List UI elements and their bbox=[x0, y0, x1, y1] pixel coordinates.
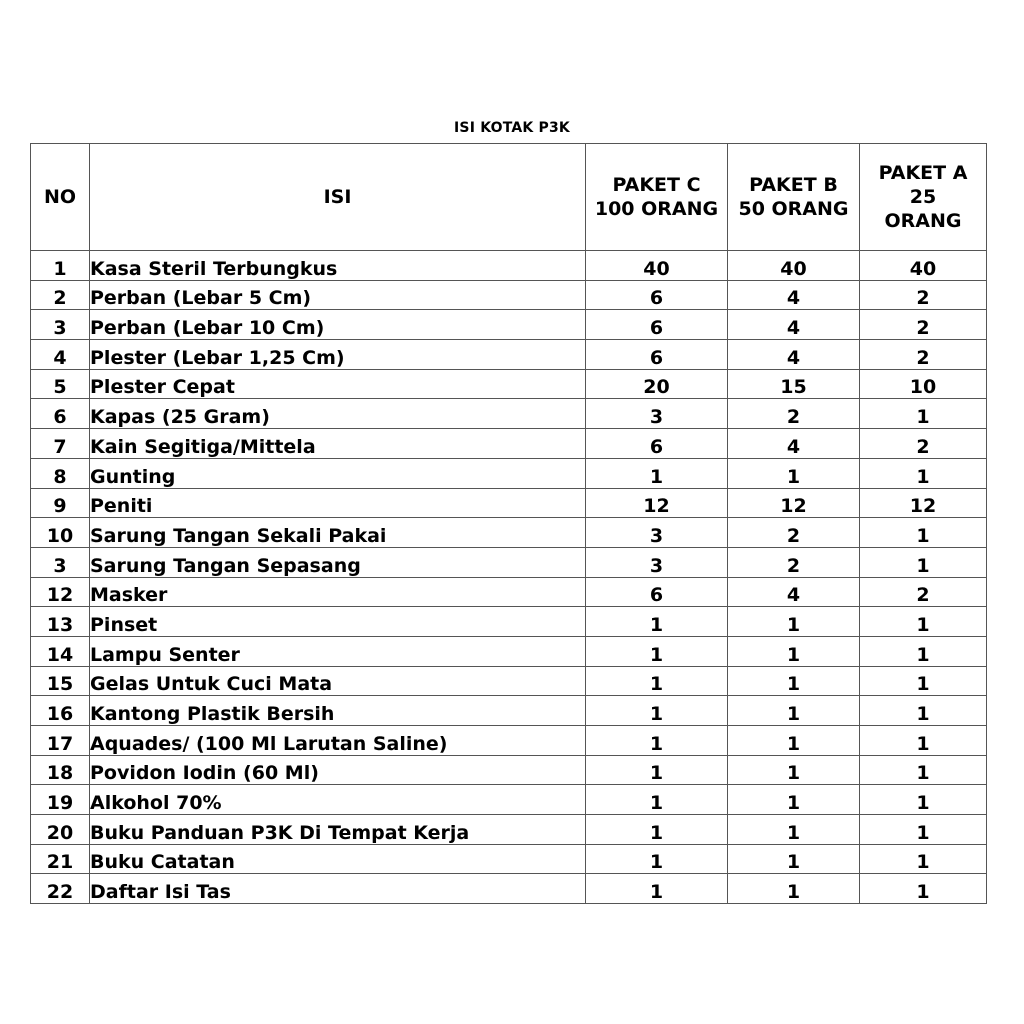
item-name: Povidon Iodin (60 Ml) bbox=[90, 755, 586, 785]
paket-a-qty: 1 bbox=[860, 726, 987, 756]
table-row bbox=[31, 607, 987, 637]
paket-c-qty: 3 bbox=[586, 518, 728, 548]
item-name: Gunting bbox=[90, 458, 586, 488]
row-number: 12 bbox=[31, 577, 90, 607]
paket-b-qty: 1 bbox=[728, 755, 860, 785]
header-paket-a-line2: 25 bbox=[909, 186, 937, 208]
row-number: 20 bbox=[31, 815, 90, 845]
paket-a-qty: 10 bbox=[860, 369, 987, 399]
row-number: 1 bbox=[31, 251, 90, 281]
paket-c-qty: 1 bbox=[586, 726, 728, 756]
table-row bbox=[31, 726, 987, 756]
paket-b-qty: 2 bbox=[728, 547, 860, 577]
paket-c-qty: 1 bbox=[586, 785, 728, 815]
table-row bbox=[31, 815, 987, 845]
paket-c-qty: 1 bbox=[586, 815, 728, 845]
row-number: 9 bbox=[31, 488, 90, 518]
paket-a-qty: 1 bbox=[860, 874, 987, 904]
table-row bbox=[31, 310, 987, 340]
row-number: 16 bbox=[31, 696, 90, 726]
paket-c-qty: 6 bbox=[586, 280, 728, 310]
header-no: NO bbox=[31, 144, 90, 251]
paket-a-qty: 40 bbox=[860, 251, 987, 281]
paket-a-qty: 1 bbox=[860, 696, 987, 726]
header-paket-b bbox=[728, 144, 860, 251]
item-name: Plester Cepat bbox=[90, 369, 586, 399]
item-name: Perban (Lebar 10 Cm) bbox=[90, 310, 586, 340]
table-row bbox=[31, 636, 987, 666]
paket-c-qty: 1 bbox=[586, 636, 728, 666]
header-paket-b-line1: PAKET B bbox=[749, 174, 838, 196]
item-name: Buku Panduan P3K Di Tempat Kerja bbox=[90, 815, 586, 845]
paket-a-qty: 2 bbox=[860, 577, 987, 607]
paket-c-qty: 12 bbox=[586, 488, 728, 518]
item-name: Daftar Isi Tas bbox=[90, 874, 586, 904]
paket-b-qty: 1 bbox=[728, 874, 860, 904]
paket-c-qty: 1 bbox=[586, 696, 728, 726]
paket-b-qty: 1 bbox=[728, 636, 860, 666]
paket-a-qty: 1 bbox=[860, 607, 987, 637]
paket-a-qty: 1 bbox=[860, 666, 987, 696]
paket-a-qty: 2 bbox=[860, 310, 987, 340]
paket-c-qty: 6 bbox=[586, 340, 728, 370]
item-name: Kain Segitiga/Mittela bbox=[90, 429, 586, 459]
paket-a-qty: 1 bbox=[860, 547, 987, 577]
paket-c-qty: 1 bbox=[586, 755, 728, 785]
paket-b-qty: 1 bbox=[728, 458, 860, 488]
paket-c-qty: 1 bbox=[586, 874, 728, 904]
paket-c-qty: 20 bbox=[586, 369, 728, 399]
p3k-contents-table bbox=[30, 143, 987, 904]
paket-c-qty: 1 bbox=[586, 607, 728, 637]
row-number: 5 bbox=[31, 369, 90, 399]
paket-a-qty: 1 bbox=[860, 844, 987, 874]
header-paket-c-line2: 100 ORANG bbox=[594, 198, 719, 220]
table-row bbox=[31, 518, 987, 548]
header-paket-c bbox=[586, 144, 728, 251]
paket-c-qty: 3 bbox=[586, 399, 728, 429]
table-body bbox=[31, 251, 987, 904]
paket-a-qty: 1 bbox=[860, 785, 987, 815]
paket-b-qty: 1 bbox=[728, 696, 860, 726]
row-number: 17 bbox=[31, 726, 90, 756]
paket-b-qty: 1 bbox=[728, 815, 860, 845]
row-number: 21 bbox=[31, 844, 90, 874]
table-row bbox=[31, 369, 987, 399]
table-row bbox=[31, 874, 987, 904]
item-name: Lampu Senter bbox=[90, 636, 586, 666]
paket-c-qty: 6 bbox=[586, 429, 728, 459]
row-number: 8 bbox=[31, 458, 90, 488]
paket-b-qty: 1 bbox=[728, 785, 860, 815]
item-name: Kasa Steril Terbungkus bbox=[90, 251, 586, 281]
row-number: 22 bbox=[31, 874, 90, 904]
paket-b-qty: 2 bbox=[728, 399, 860, 429]
table-row bbox=[31, 666, 987, 696]
row-number: 18 bbox=[31, 755, 90, 785]
item-name: Alkohol 70% bbox=[90, 785, 586, 815]
header-isi: ISI bbox=[90, 144, 586, 251]
row-number: 19 bbox=[31, 785, 90, 815]
row-number: 4 bbox=[31, 340, 90, 370]
item-name: Gelas Untuk Cuci Mata bbox=[90, 666, 586, 696]
paket-c-qty: 40 bbox=[586, 251, 728, 281]
paket-b-qty: 4 bbox=[728, 280, 860, 310]
header-paket-a-line1: PAKET A bbox=[878, 162, 968, 184]
paket-c-qty: 6 bbox=[586, 310, 728, 340]
paket-c-qty: 3 bbox=[586, 547, 728, 577]
paket-b-qty: 12 bbox=[728, 488, 860, 518]
row-number: 15 bbox=[31, 666, 90, 696]
header-paket-c-line1: PAKET C bbox=[612, 174, 701, 196]
row-number: 14 bbox=[31, 636, 90, 666]
item-name: Sarung Tangan Sepasang bbox=[90, 547, 586, 577]
paket-b-qty: 4 bbox=[728, 340, 860, 370]
item-name: Plester (Lebar 1,25 Cm) bbox=[90, 340, 586, 370]
item-name: Peniti bbox=[90, 488, 586, 518]
paket-a-qty: 1 bbox=[860, 636, 987, 666]
paket-c-qty: 6 bbox=[586, 577, 728, 607]
item-name: Perban (Lebar 5 Cm) bbox=[90, 280, 586, 310]
row-number: 3 bbox=[31, 310, 90, 340]
paket-a-qty: 1 bbox=[860, 755, 987, 785]
table-header bbox=[31, 144, 987, 251]
table-row bbox=[31, 488, 987, 518]
table-row bbox=[31, 458, 987, 488]
paket-b-qty: 1 bbox=[728, 844, 860, 874]
row-number: 10 bbox=[31, 518, 90, 548]
item-name: Kapas (25 Gram) bbox=[90, 399, 586, 429]
paket-a-qty: 1 bbox=[860, 815, 987, 845]
row-number: 3 bbox=[31, 547, 90, 577]
table-row bbox=[31, 251, 987, 281]
document-title: ISI KOTAK P3K bbox=[454, 120, 570, 136]
table-row bbox=[31, 577, 987, 607]
row-number: 7 bbox=[31, 429, 90, 459]
row-number: 6 bbox=[31, 399, 90, 429]
table-row bbox=[31, 280, 987, 310]
table-row bbox=[31, 755, 987, 785]
row-number: 13 bbox=[31, 607, 90, 637]
item-name: Sarung Tangan Sekali Pakai bbox=[90, 518, 586, 548]
paket-c-qty: 1 bbox=[586, 844, 728, 874]
header-paket-a bbox=[860, 144, 987, 251]
table-row bbox=[31, 785, 987, 815]
item-name: Kantong Plastik Bersih bbox=[90, 696, 586, 726]
paket-a-qty: 2 bbox=[860, 280, 987, 310]
paket-b-qty: 15 bbox=[728, 369, 860, 399]
header-paket-b-line2: 50 ORANG bbox=[738, 198, 849, 220]
table-row bbox=[31, 429, 987, 459]
item-name: Pinset bbox=[90, 607, 586, 637]
paket-b-qty: 1 bbox=[728, 726, 860, 756]
paket-b-qty: 4 bbox=[728, 429, 860, 459]
item-name: Masker bbox=[90, 577, 586, 607]
paket-a-qty: 12 bbox=[860, 488, 987, 518]
table-row bbox=[31, 547, 987, 577]
paket-b-qty: 2 bbox=[728, 518, 860, 548]
table-row bbox=[31, 399, 987, 429]
paket-c-qty: 1 bbox=[586, 458, 728, 488]
paket-a-qty: 1 bbox=[860, 518, 987, 548]
table-row bbox=[31, 696, 987, 726]
paket-b-qty: 40 bbox=[728, 251, 860, 281]
paket-b-qty: 4 bbox=[728, 310, 860, 340]
table-row bbox=[31, 844, 987, 874]
paket-b-qty: 1 bbox=[728, 666, 860, 696]
item-name: Buku Catatan bbox=[90, 844, 586, 874]
paket-a-qty: 1 bbox=[860, 458, 987, 488]
row-number: 2 bbox=[31, 280, 90, 310]
paket-b-qty: 4 bbox=[728, 577, 860, 607]
paket-a-qty: 1 bbox=[860, 399, 987, 429]
table-row bbox=[31, 340, 987, 370]
paket-a-qty: 2 bbox=[860, 340, 987, 370]
header-paket-a-line3: ORANG bbox=[884, 210, 962, 232]
paket-b-qty: 1 bbox=[728, 607, 860, 637]
header-row bbox=[31, 144, 987, 251]
item-name: Aquades/ (100 Ml Larutan Saline) bbox=[90, 726, 586, 756]
paket-a-qty: 2 bbox=[860, 429, 987, 459]
paket-c-qty: 1 bbox=[586, 666, 728, 696]
